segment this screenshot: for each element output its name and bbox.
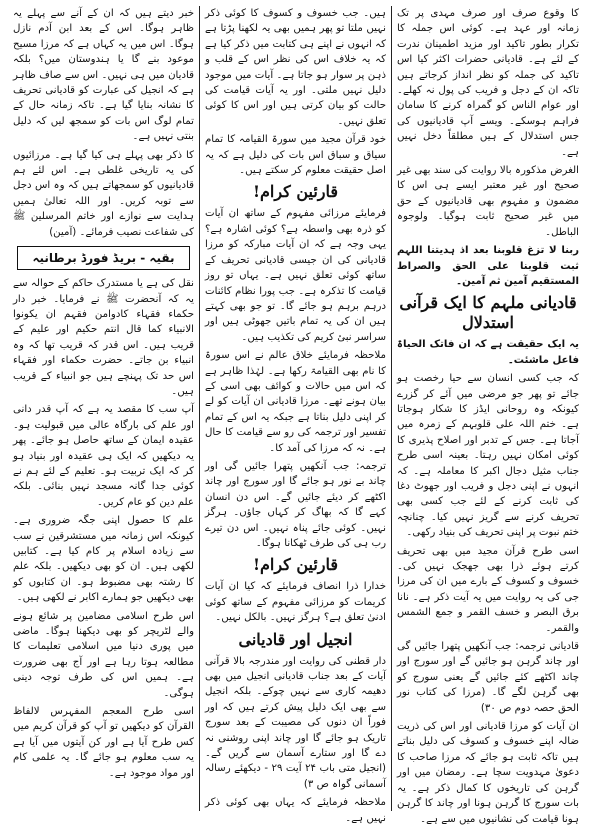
article-paragraph: ہیں۔ جب خسوف و کسوف کا کوئی ذکر نہیں ملتا تو پھر ہمیں بھی یہ لکھنا پڑتا ہے کہ انہوں نے اپنے ہی کتابت میں ذکر کیا ہے کہ یہ خلاف اس کی نظر اس کے قلب و ذہن پر سوار ہو جاتا ہے۔ آیات میں موجود دلیل نہیں ملتی۔ اور یہ آیات قیامت کی حالت کو بیان کرتی ہیں اور اس کا کوئی تعلق نہیں۔ [205,8,386,127]
columns-container [6,6,584,825]
article-paragraph: کا ذکر بھی پہلے ہی کیا گیا ہے۔ مرزائیوں کی یہ تاریخی غلطی ہے۔ اس لئے ہم قادیانیوں کو سمجھاتے ہیں کہ وہ اس دجل سے توبہ کریں۔ اور اللہ تعالیٰ ہمیں ہدایت سے نوازے اور خاتم المرسلین ﷺ کی شفاعت نصیب فرمائے۔ (آمین) [13,149,194,238]
article-paragraph: علم کا حصول اپنی جگہ ضروری ہے۔ کیونکہ اس زمانہ میں مستشرقین نے سب سے زیادہ اسلام پر کام کیا ہے۔ کتابیں لکھی ہیں۔ ان کو بھی دیکھیں۔ بلکہ علم کا رشتہ بھی مضبوط ہو۔ ان کتابوں کو بھی دیکھیں جو ہمارے اکابر نے لکھی ہیں۔ [13,515,194,604]
article-paragraph: الغرض مذکورہ بالا روایت کی سند بھی غیر صحیح اور غیر معتبر ایسے ہی اس کا مضمون و مفہوم بھی قادیانیوں کے حق میں غیر صحیح ثابت ہوگیا۔ ولوجوہ الباطل۔ [397,165,579,238]
article-paragraph: اس طرح اسلامی مضامین پر شائع ہونے والے لٹریچر کو بھی دیکھنا ہوگا۔ ماضی میں پوری دنیا میں اسلامی تعلیمات کا مطالعہ ہوتا رہا ہے اور آج بھی ضرورت ہے۔ ہمیں اس کی طرف توجہ دینی ہوگی۔ [13,610,194,699]
article-paragraph: کہ جب کسی انسان سے حیا رخصت ہو جائے تو پھر جو مرضی میں آئے کر گزرے کیونکہ وہ روحانی ایڈز کا شکار ہوجاتا ہے۔ ختم اللہ علی قلوبہم کے زمرہ میں آجاتا ہے۔ جس کے تدبر اور اصلاح پذیری کا کوئی امکان نہیں رہتا۔ بعینہ اسی طرح جناب مثیل دجال اکبر کا معاملہ ہے۔ کہ انہوں نے اپنی دجل و فریب اور جھوٹ دغا کی ثابت کرنے کے لئے جب کسی بھی تحریف کرنے سے گریز نہیں کیا۔ چنانچہ ختم نبوت پر اپنی تحریف کی بنیاد رکھی۔ [397,373,579,539]
article-paragraph: آپ سب کا مقصد یہ ہے کہ آپ قدر دانی اور علم کی بارگاہ عالی میں قبولیت ہو۔ عقیدہ ایمان کے ساتھ حاصل ہو جائے۔ پھر یہ دیکھیں کہ ایک ہی عقیدہ اور بنیاد ہو کر کہ ایک تربیت ہو۔ تعلیم کے لئے ہم نے کوئی جدا گانہ مسجد نہیں بنائی۔ بلکہ علم دین کو عام کریں۔ [13,404,194,508]
article-paragraph: خدارا ذرا انصاف فرمایئے کہ کیا ان آیات کریمات کو مرزائی مفہوم کے ساتھ کوئی ادنیٰ تعلق ہے؟ ہرگز نہیں۔ بالکل نہیں۔ [205,581,386,624]
article-paragraph: اسی طرح المعجم المفہرس لالفاظ القرآن کو دیکھیں تو آپ کو قرآن کریم میں کس طرح آیا ہے اور کن آیتوں میں آیا ہے یہ سب معلوم ہو جائے گا۔ یہ علمی کام اور مواد موجود ہے۔ [13,706,194,779]
section-heading: قادیانی ملہم کا ایک قرآنی استدلال [399,293,577,333]
article-paragraph: ان آیات کو مرزا قادیانی اور اس کی ذریت ضالہ اپنے خسوف و کسوف کی دلیل بناتے ہیں تاکہ ثابت ہو جائے کہ مرزا صاحب کا دعویٰ مہدویت سچا ہے۔ رمضان میں اور گرہن کی تاریخوں کا کمال ذکر ہے۔ یہ بات سورج کا گرہن ہونا اور چاند کا گرہن ہونا قیامت کی نشانیوں میں سے ہے۔ [397,721,579,825]
article-paragraph: خود قرآن مجید میں سورۃ القیامہ کا تمام سیاق و سباق اس بات کی دلیل ہے کہ یہ اصل حقیقت معلوم کر سکتے ہیں۔ [205,134,386,177]
article-paragraph: ملاحظہ فرمایئے کہ یہاں بھی کوئی ذکر نہیں ہے۔ [205,797,386,824]
article-paragraph: ربنا لا تزغ قلوبنا بعد اذ ہدیتنا اللہم ثبت قلوبنا علی الحق والصراط المستقیم آمین ثم آمین۔ [397,245,579,287]
section-heading: قارئین کرام! [252,555,339,575]
article-paragraph: خبر دیتے ہیں کہ ان کے آنے سے پہلے یہ ظاہر ہوگا۔ اس کے بعد ابن آدم نازل ہوگا۔ اس میں یہ کہاں ہے کہ مرزا مسیح موعود بنے گا یا ہندوستان میں؟ بلکہ قادیان میں ہی نہیں۔ اس سے صاف ظاہر ہے کہ انجیل کی عبارت کو قادیانی تحریف کا نشانہ بنایا گیا ہے۔ تاکہ زمانہ حال کے تمام لوگ اس بات کو سمجھ لیں کہ دلیل بنتی نہیں ہے۔ [13,8,194,143]
article-paragraph: ملاحظہ فرمایئے خلاق عالم نے اس سورۃ کا نام بھی القیامۃ رکھا ہے۔ لہٰذا ظاہر ہے کہ اس میں حالات و کوائف بھی اسی کے بیان ہونے تھے۔ مرزا قادیانی ان آیات کو لے کر اپنی دلیل بناتا ہے جبکہ یہ اس کے تمام تفسیر اور ترجمہ کی رو سے قیامت کا حال ہے۔ نہ کہ مرزا کی آمد کا۔ [205,350,386,454]
column-right [392,6,584,825]
article-paragraph: نقل کی ہے یا مستدرک حاکم کے حوالہ سے یہ کہ آنحضرت ﷺ نے فرمایا۔ خبر دار حکماء فقہاء کادوامن فقہم ان یکونوا الانبیاء کما قال انتم حکیم اور علیم کے قریب ہیں۔ اس قدر کہ قریب تھا کہ وہ انبیاء بن جاتے۔ حضرت حکماء اور فقہاء اس حد تک پہنچے ہیں جو انبیاء کے قریب ہیں۔ [13,278,194,397]
article-paragraph: یہ ایک حقیقت ہے کہ ان فاتک الحیاۃ فاعل ماشئت۔ [397,339,579,366]
article-paragraph: قادیانی ترجمہ: جب آنکھیں پتھرا جائیں گی اور چاند گرہن ہو جائیں گے اور سورج اور چاند اکٹھے کئے جائیں گے یعنی سورج کو بھی گرہن لگے گا۔ (مرزا کی کتاب نور الحق حصہ دوم ص ۳۰) [397,641,579,714]
article-paragraph: دار قطنی کی روایت اور مندرجہ بالا قرآنی آیات کے بعد جناب قادیانی انجیل میں بھی دھیمہ کاری سے نہیں چوکے۔ بلکہ انجیل سے بھی ایک دلیل پیش کرتے ہیں کہ اور فوراً ان دنوں کی مصیبت کے بعد سورج تاریک ہو جائے گا اور چاند اپنی روشنی نہ دے گا اور ستارے آسمان سے گریں گے۔ (انجیل متی باب ۲۴ آیت ۲۹ - دیکھئے رسالہ آسمانی گواہ ص ۳) [205,655,386,790]
article-paragraph: کا وقوع صرف اور صرف مہدی پر تک زمانہ اور عہد ہے۔ کوئی اس جملہ کا تکرار بطور تاکید اور مزید اطمینان ندرت کے لئے ہے۔ قادیانی حضرات اکثر کیا اس تاکید کی جملہ کو نظر انداز کرجاتے ہیں تاکہ ان کے دجل و فریب کی پول نہ کھلے۔ اور عوام الناس کو گمراہ کرنے کا سامان فراہم ہوسکے۔ ویسے آپ قادیانیوں کی جس استدلال کے ہیں مطلقاً دخل نہیں ہے۔ [397,8,579,158]
article-paragraph: ترجمہ: جب آنکھیں پتھرا جائیں گی اور چاند بے نور ہو جائے گا اور سورج اور چاند اکٹھے کر دیئے جائیں گے۔ اس دن انسان کہے گا کہ بھاگ کر کہاں جاؤں۔ ہرگز نہیں۔ کوئی جائے پناہ نہیں۔ اس دن تیرے رب ہی کی طرف ٹھکانا ہوگا۔ [205,460,386,549]
column-left [8,6,200,811]
column-middle [200,6,392,824]
continued-banner: بقیہ - بریڈ فورڈ برطانیہ [17,246,190,270]
section-heading: قارئین کرام! [252,182,339,202]
section-heading: انجیل اور قادیانی [238,629,353,649]
article-paragraph: فرمایئے مرزائی مفہوم کے ساتھ ان آیات کو ذرہ بھی واسطہ ہے؟ کوئی اشارہ ہے؟ یہی وجہ ہے کہ ان آیات مبارکہ کو مرزا قادیانی کی ان جیسی قادیانی تحریف کے ساتھ کوئی تعلق نہیں ہے۔ یہاں تو روز قیامت کا تذکرہ ہے۔ جب پورا نظام کائنات درہم برہم ہو جائے گا۔ تو جو بھی کہتے ہیں ان کی یہ تمام باتیں جھوٹی ہیں اور سراسر نبیٔ کریم کی تکذیب ہیں۔ [205,208,386,343]
article-paragraph: اسی طرح قرآن مجید میں بھی تحریف کرتے ہوئے ذرا بھی جھجک نہیں کی۔ خسوف و کسوف کے بارے میں ان کی مرزا جی کی یہ روایت میں یہ آیت ذکر ہے۔ نانا برق البصر و خسف القمر و جمع الشمس والقمر۔ [397,545,579,634]
